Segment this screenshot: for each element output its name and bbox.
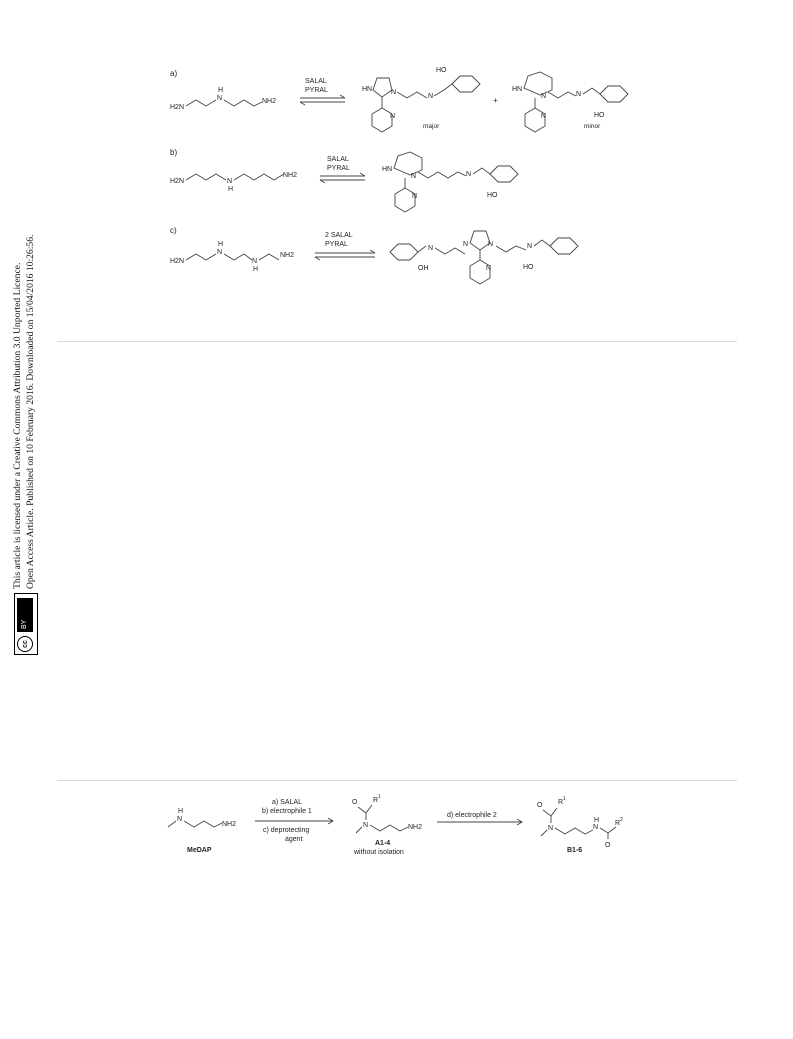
product-b-hn: HN (382, 166, 393, 173)
row-c-label: c) (170, 226, 177, 235)
publication-notice: Open Access Article. Published on 10 February 2016. Downloaded on 15/04/2016 10:26:56. (25, 234, 36, 589)
reactant-c-n1: N (217, 249, 223, 256)
product-a-minor-npy: N (541, 113, 547, 120)
product-a-minor-nring: N (541, 93, 547, 100)
row-b-label: b) (170, 148, 178, 157)
reagent-a-2: PYRAL (305, 87, 328, 94)
arrow-step1 (255, 799, 333, 843)
medap-name: MeDAP (187, 847, 212, 854)
reagent-b-1: SALAL (327, 156, 349, 163)
medap-n: N (177, 816, 183, 823)
reagent-c-2: PYRAL (325, 241, 348, 248)
product-a-minor-hn: HN (512, 86, 523, 93)
product-o1: O (537, 802, 543, 809)
intermediate-note: without isolation (354, 849, 404, 856)
product-r2: R (615, 820, 621, 827)
product-a-major-ho: HO (436, 67, 447, 74)
reactant-b-h2n: H2N (170, 178, 185, 185)
product-b-npy: N (412, 193, 418, 200)
intermediate-r-sup: 1 (378, 794, 381, 800)
caption-minor: minor (584, 123, 601, 130)
equilibrium-arrow-c (315, 232, 375, 260)
product-b-nimine: N (466, 171, 472, 178)
equilibrium-arrow-b (320, 156, 365, 183)
reagent-c-1: 2 SALAL (325, 232, 353, 239)
product-a-minor-ho: HO (594, 112, 605, 119)
product-n: N (548, 825, 554, 832)
cc-by-badge[interactable] (14, 593, 38, 655)
reactant-c-h2n: H2N (170, 258, 185, 265)
step1-a: a) SALAL (272, 799, 302, 806)
reactant-c-nh1-h: H (218, 241, 224, 248)
product-a-major (362, 67, 480, 132)
step1-c2: agent (285, 836, 303, 843)
product-name: B1-6 (567, 847, 583, 854)
intermediate-name: A1-4 (375, 840, 391, 847)
scheme-1 (0, 0, 793, 340)
product-c-oh: OH (418, 265, 429, 272)
cc-icon: cc (17, 636, 33, 652)
product-c-nim1: N (428, 245, 434, 252)
reactant-b-n: N (227, 178, 233, 185)
reagent-a-1: SALAL (305, 78, 327, 85)
reactant-c-nh2-h: H (253, 266, 259, 273)
scheme-2 (0, 785, 793, 895)
product-a-major-nimine: N (428, 93, 434, 100)
licence-notice[interactable]: This article is licensed under a Creative Commons Attribution 3.0 Unported Licence. (12, 262, 23, 589)
by-icon: BY (17, 598, 33, 632)
product-h: H (594, 817, 600, 824)
reactant-c (170, 241, 294, 273)
intermediate-n: N (363, 822, 369, 829)
reagent-b-2: PYRAL (327, 165, 350, 172)
intermediate-nh2: NH2 (408, 824, 423, 831)
product-a-minor (512, 72, 628, 132)
reactant-a (170, 87, 276, 111)
product-b-nring: N (411, 173, 417, 180)
section-divider-2 (57, 780, 737, 781)
reactant-c-nh2: NH2 (280, 252, 295, 259)
product-b-ho: HO (487, 192, 498, 199)
row-a-label: a) (170, 69, 178, 78)
product-c (390, 231, 578, 284)
product-a-major-nring: N (391, 89, 397, 96)
product-r2-sup: 2 (620, 817, 623, 823)
medap-h: H (178, 808, 184, 815)
product-n2: N (593, 824, 599, 831)
product-r1: R (558, 799, 564, 806)
equilibrium-arrow-a (300, 78, 345, 105)
product-a-major-hn: HN (362, 86, 373, 93)
product-o2: O (605, 842, 611, 849)
plus-sign: + (493, 96, 498, 105)
step1-b: b) electrophile 1 (262, 808, 312, 815)
intermediate-r: R (373, 797, 379, 804)
product-c-ho: HO (523, 264, 534, 271)
reactant-a-nh2: NH2 (262, 98, 277, 105)
reactant-a-n: N (217, 95, 223, 102)
product-r1-sup: 1 (563, 796, 566, 802)
product-c-nr1: N (463, 241, 469, 248)
reactant-b-nh2: NH2 (283, 172, 298, 179)
reactant-b-nh-h: H (228, 186, 234, 193)
section-divider-1 (57, 341, 737, 342)
reactant-medap (168, 808, 236, 854)
reactant-c-n2: N (252, 258, 258, 265)
intermediate-a (352, 794, 422, 856)
medap-nh2: NH2 (222, 821, 237, 828)
reactant-a-nh-h: H (218, 87, 224, 94)
reactant-b (170, 172, 297, 193)
product-c-nr2: N (488, 241, 494, 248)
product-c-npy: N (486, 265, 492, 272)
caption-major: major (423, 123, 440, 130)
product-b (537, 796, 623, 854)
step1-c: c) deprotecting (263, 827, 310, 834)
step2-label: d) electrophile 2 (447, 812, 497, 819)
product-b (382, 152, 518, 212)
product-a-major-npy: N (390, 113, 396, 120)
product-a-minor-nimine: N (576, 91, 582, 98)
reactant-a-h2n: H2N (170, 104, 185, 111)
product-c-nim2: N (527, 243, 533, 250)
intermediate-o: O (352, 799, 358, 806)
arrow-step2 (437, 812, 522, 825)
